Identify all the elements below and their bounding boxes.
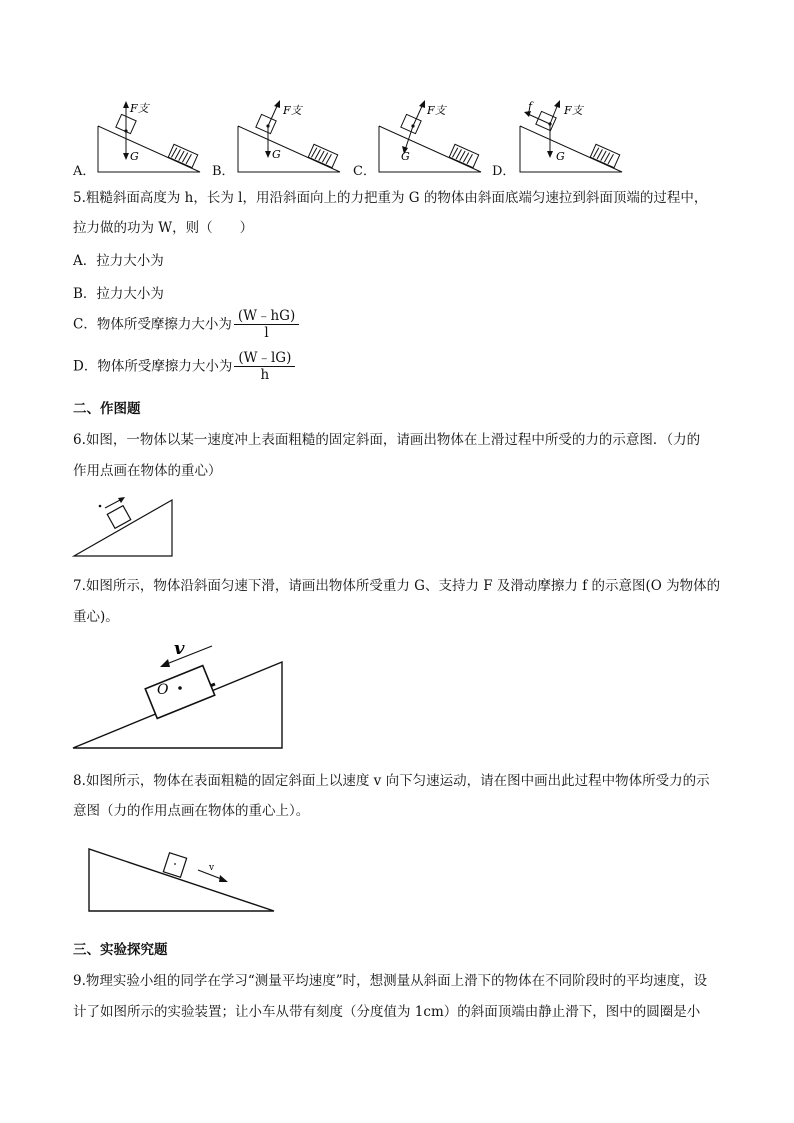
option-d-label: D．	[492, 164, 516, 179]
option-c-diagram	[371, 96, 495, 178]
q5-option-c-numerator: (W﹣hG)	[234, 308, 299, 325]
q8-line2: 意图（力的作用点画在物体的重心上）。	[73, 803, 310, 819]
q9-line1: 9.物理实验小组的同学在学习“测量平均速度”时，想测量从斜面上滑下的物体在不同阶段时的平均速度，设	[73, 973, 708, 989]
q6-line2: 作用点画在物体的重心）	[73, 463, 222, 479]
option-d-diagram	[512, 96, 636, 178]
q5-option-c-fraction	[234, 308, 299, 341]
q5-stem-line2: 拉力做的功为 W，则（ ）	[73, 220, 254, 236]
option-d-gravity-label: G	[556, 150, 565, 163]
option-c-force-label: F支	[427, 104, 446, 117]
q5-stem-line1: 5.粗糙斜面高度为 h，长为 l，用沿斜面向上的力把重为 G 的物体由斜面底端匀速拉到斜面顶端的过程中，	[73, 190, 708, 206]
option-d-force-label: F支	[564, 104, 583, 117]
q5-option-c-text: C．物体所受摩擦力大小为	[73, 316, 232, 333]
option-b-force-label: F支	[283, 104, 302, 117]
q6-line1: 6.如图，一物体以某一速度冲上表面粗糙的固定斜面，请画出物体在上滑过程中所受的力的示意图．（力的	[73, 432, 701, 448]
option-a-force-label: F支	[130, 102, 149, 115]
option-a-diagram	[90, 96, 214, 178]
option-a-label: A．	[73, 164, 96, 179]
q5-option-d	[73, 350, 295, 383]
q5-option-d-fraction	[234, 350, 295, 383]
q7-velocity-label: v	[174, 638, 185, 659]
option-b-gravity-label: G	[272, 148, 281, 161]
q9-line2: 计了如图所示的实验装置；让小车从带有刻度（分度值为 1cm）的斜面顶端由静止滑下，图中的圆圈是小	[73, 1004, 701, 1020]
q5-option-d-text: D．物体所受摩擦力大小为	[73, 358, 233, 375]
q7-line2: 重心)。	[73, 609, 119, 625]
q5-option-d-numerator: (W﹣lG)	[234, 350, 295, 367]
q5-option-c	[73, 308, 299, 341]
q8-incline-figure	[86, 846, 278, 916]
option-a-gravity-label: G	[130, 150, 139, 163]
option-c-label: C．	[353, 164, 376, 179]
q7-incline-figure	[70, 638, 286, 752]
q5-option-d-denominator: h	[260, 367, 270, 383]
q8-line1: 8.如图所示，物体在表面粗糙的固定斜面上以速度 v 向下匀速运动，请在图中画出此过程中物体所受力的示	[73, 773, 710, 789]
option-b-diagram	[230, 96, 354, 178]
q5-option-c-denominator: l	[264, 325, 269, 341]
section3-heading: 三、实验探究题	[73, 942, 168, 958]
option-b-label: B．	[212, 164, 235, 179]
q5-option-a: A．拉力大小为	[73, 253, 164, 269]
q5-option-b: B．拉力大小为	[73, 286, 164, 302]
section2-heading: 二、作图题	[73, 401, 141, 417]
option-c-gravity-label: G	[401, 150, 410, 163]
q7-line1: 7.如图所示，物体沿斜面匀速下滑，请画出物体所受重力 G、支持力 F 及滑动摩擦力 f 的示意图(O 为物体的	[73, 578, 721, 594]
option-d-friction-label: f	[528, 100, 533, 113]
q8-velocity-label: v	[209, 863, 215, 873]
q7-center-label: O	[157, 682, 169, 698]
q6-incline-figure	[70, 494, 180, 560]
